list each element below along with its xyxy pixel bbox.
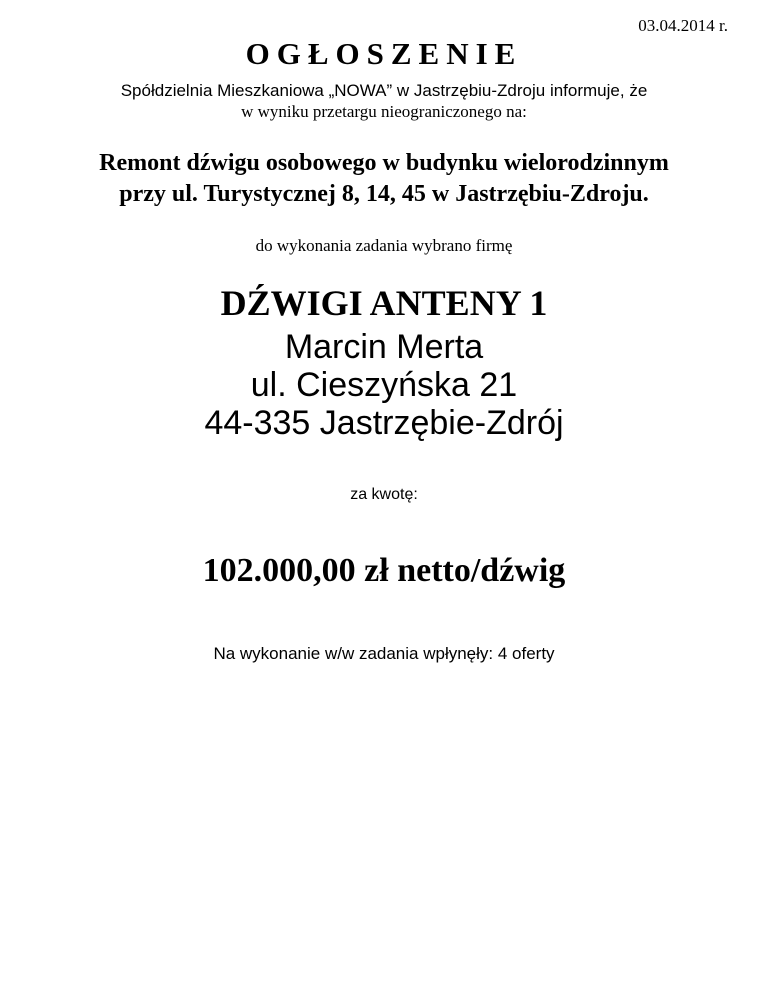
company-street: ul. Cieszyńska 21	[250, 366, 518, 404]
contract-price: 102.000,00 zł netto/dźwig	[202, 552, 566, 589]
intro-line: Spółdzielnia Mieszkaniowa „NOWA” w Jastrzębiu-Zdroju informuje, że	[120, 81, 648, 100]
company-address	[0, 328, 768, 442]
subject-line: Remont dźwigu osobowego w budynku wielorodzinnym	[99, 150, 669, 176]
price-label: za kwotę:	[350, 486, 418, 503]
subject-line: przy ul. Turystycznej 8, 14, 45 w Jastrzębiu-Zdroju.	[119, 181, 649, 207]
intro-line: w wyniku przetargu nieograniczonego na:	[241, 102, 527, 121]
company-city: 44-335 Jastrzębie-Zdrój	[204, 404, 564, 442]
tender-subject	[0, 148, 768, 210]
company-owner: Marcin Merta	[284, 328, 484, 366]
intro-paragraph	[0, 80, 768, 122]
document-date: 03.04.2014 r.	[638, 16, 728, 35]
document-title: OGŁOSZENIE	[245, 36, 523, 71]
offers-count-text: Na wykonanie w/w zadania wpłynęły: 4 oferty	[213, 644, 555, 663]
chosen-company-label: do wykonania zadania wybrano firmę	[255, 236, 513, 255]
company-name: DŹWIGI ANTENY 1	[220, 283, 548, 323]
